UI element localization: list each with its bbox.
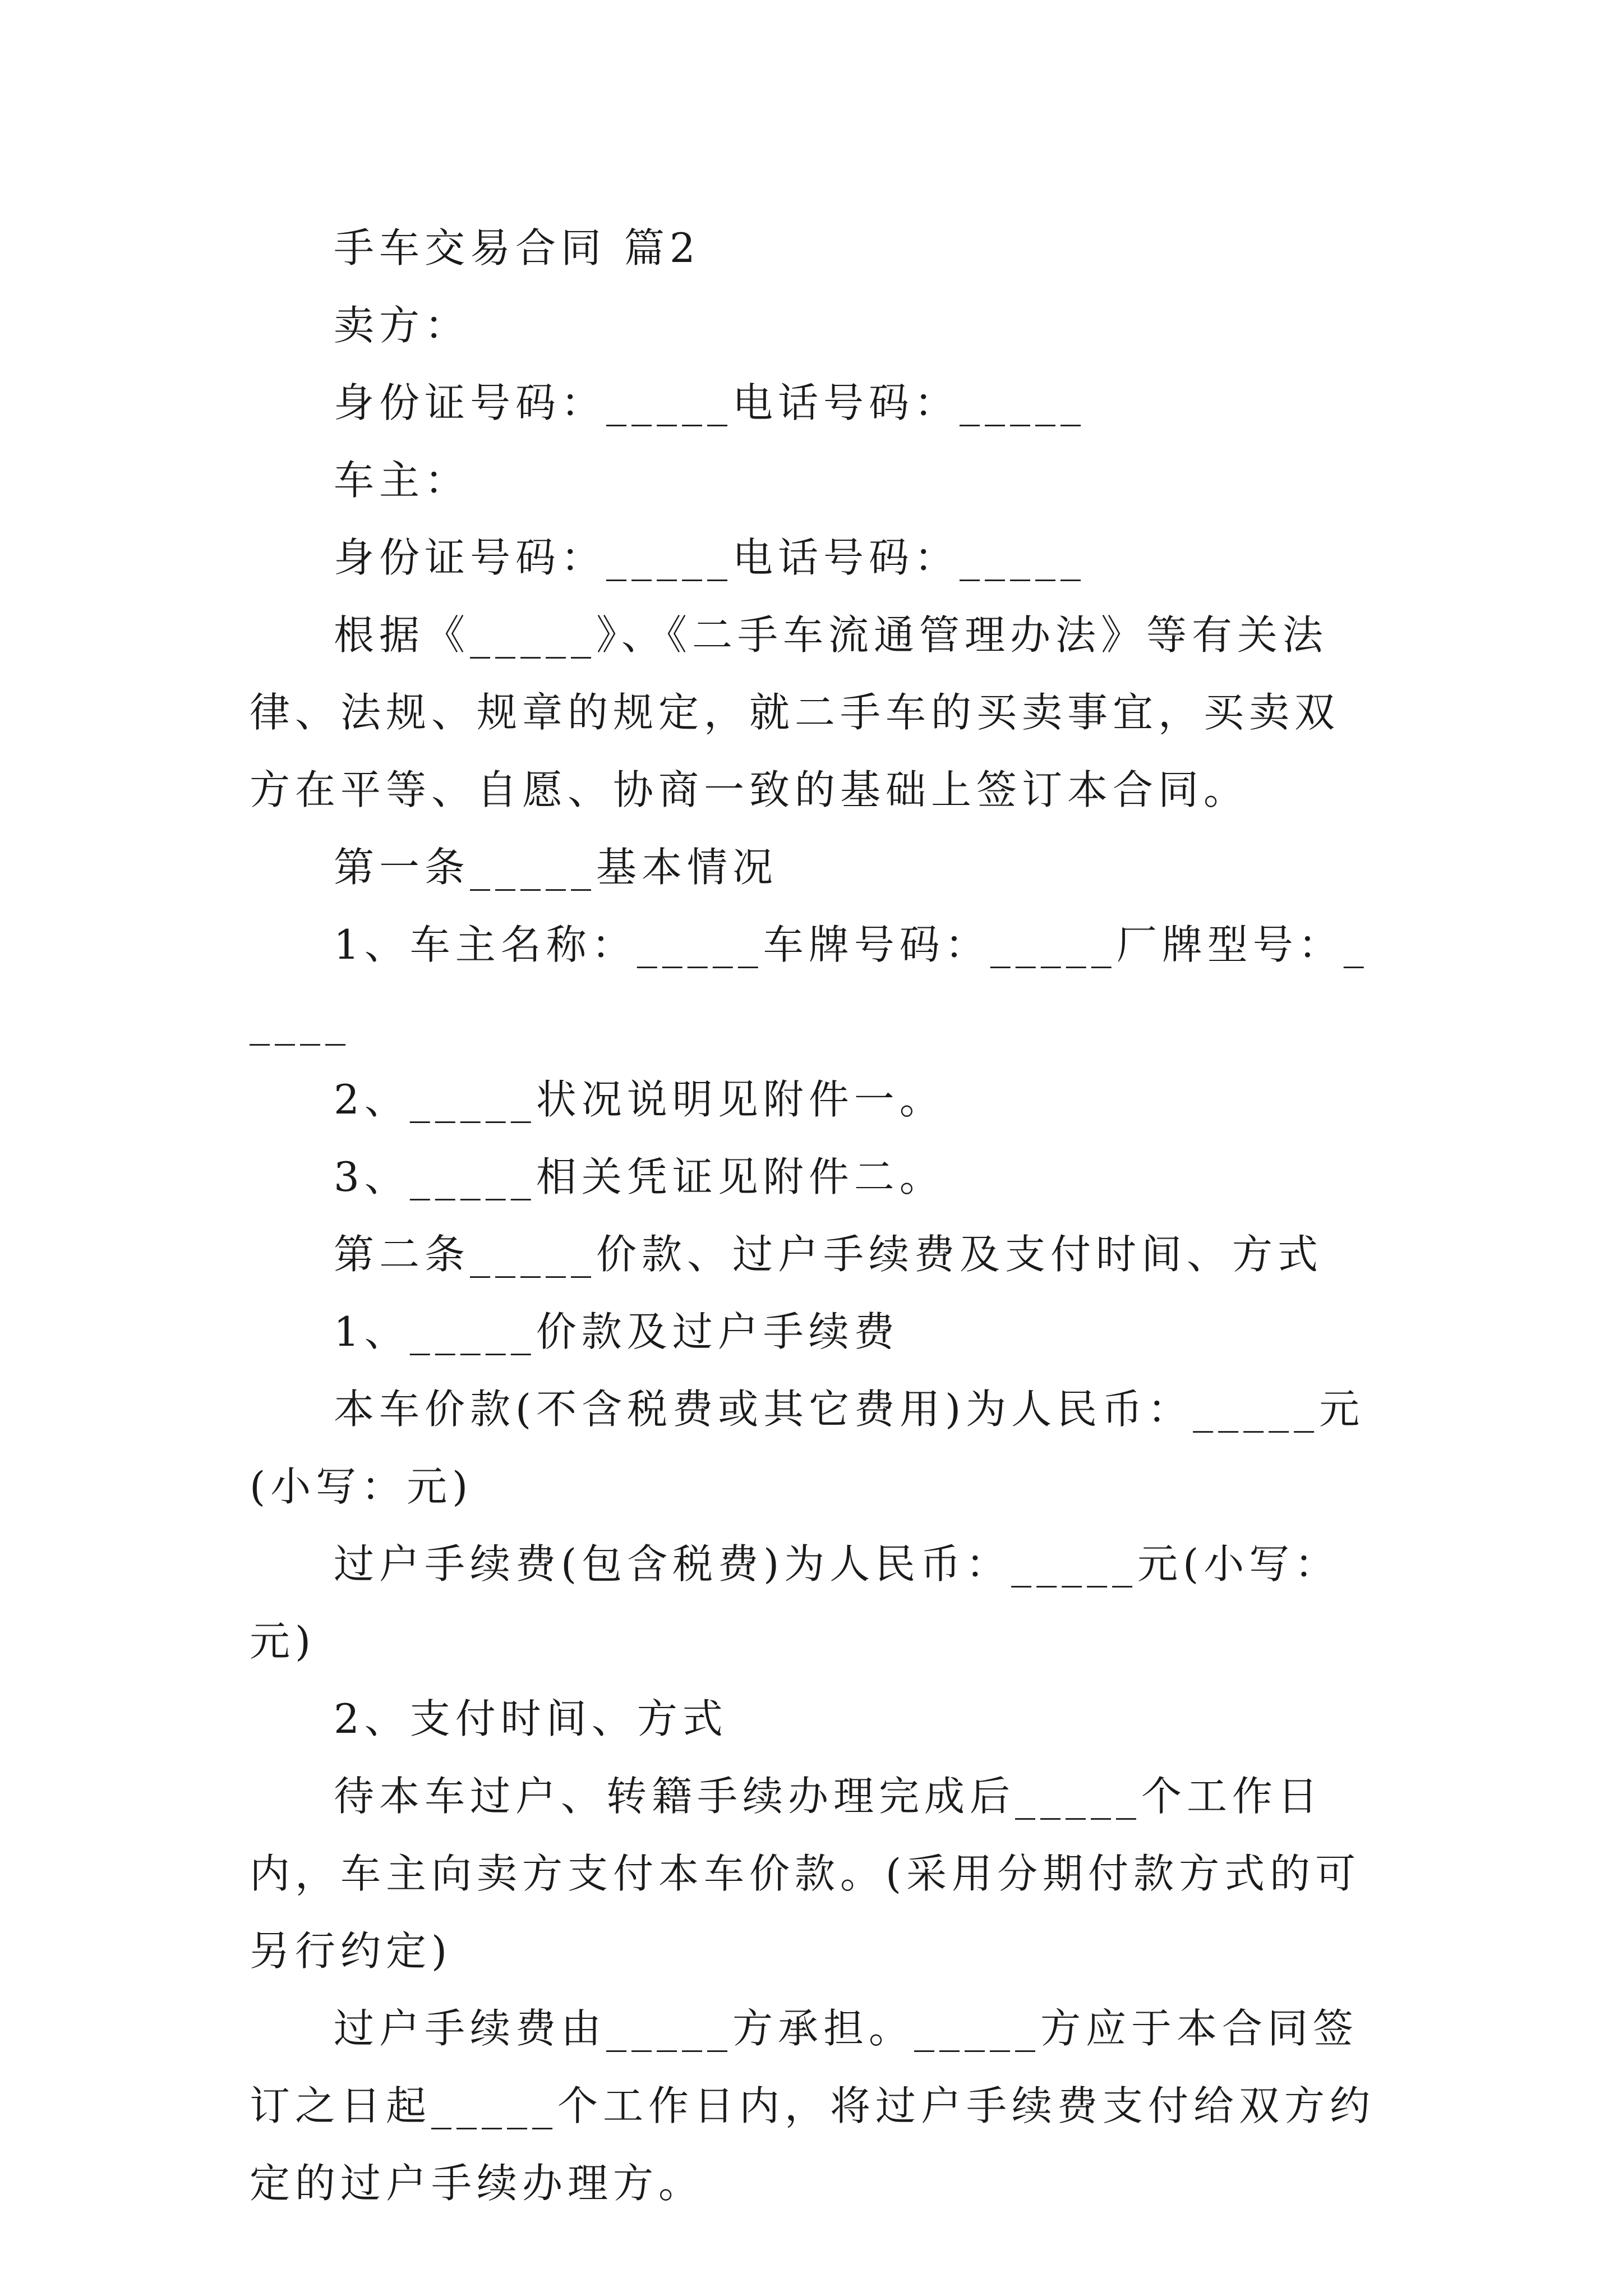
contract-body (250, 209, 1377, 2222)
article-1-item-3: 3、_____相关凭证见附件二。 (334, 1153, 945, 1200)
owner-id-phone: 身份证号码：_____电话号码：_____ (334, 534, 1086, 581)
article-1-heading: 第一条_____基本情况 (334, 844, 778, 891)
article-2-heading: 第二条_____价款、过户手续费及支付时间、方式 (334, 1231, 1324, 1278)
document-title: 手车交易合同 篇2 (334, 224, 700, 272)
owner-label: 车主： (334, 457, 471, 504)
vehicle-price-line: 本车价款(不含税费或其它费用)为人民币：_____元(小写：元) (250, 1386, 1365, 1510)
article-1-item-2: 2、_____状况说明见附件一。 (334, 1076, 945, 1123)
article-1-item-1: 1、车主名称：_____车牌号码：_____厂牌型号：_____ (250, 921, 1369, 1046)
article-2-item-1: 1、_____价款及过户手续费 (334, 1308, 900, 1355)
seller-id-phone: 身份证号码：_____电话号码：_____ (334, 379, 1086, 426)
payment-time-paragraph: 待本车过户、转籍手续办理完成后_____个工作日内，车主向卖方支付本车价款。(采用分期付款方式的可另行约定) (250, 1773, 1361, 1975)
preamble-paragraph: 根据《_____》、《二手车流通管理办法》等有关法律、法规、规章的规定，就二手车的买卖事宜，买卖双方在平等、自愿、协商一致的基础上签订本合同。 (250, 611, 1340, 813)
seller-label: 卖方： (334, 302, 471, 349)
transfer-fee-line: 过户手续费(包含税费)为人民币：_____元(小写：元) (250, 1540, 1340, 1665)
article-2-item-2: 2、支付时间、方式 (334, 1695, 728, 1742)
transfer-fee-paragraph: 过户手续费由_____方承担。_____方应于本合同签订之日起_____个工作日内，将过户手续费支付给双方约定的过户手续办理方。 (250, 2005, 1376, 2207)
